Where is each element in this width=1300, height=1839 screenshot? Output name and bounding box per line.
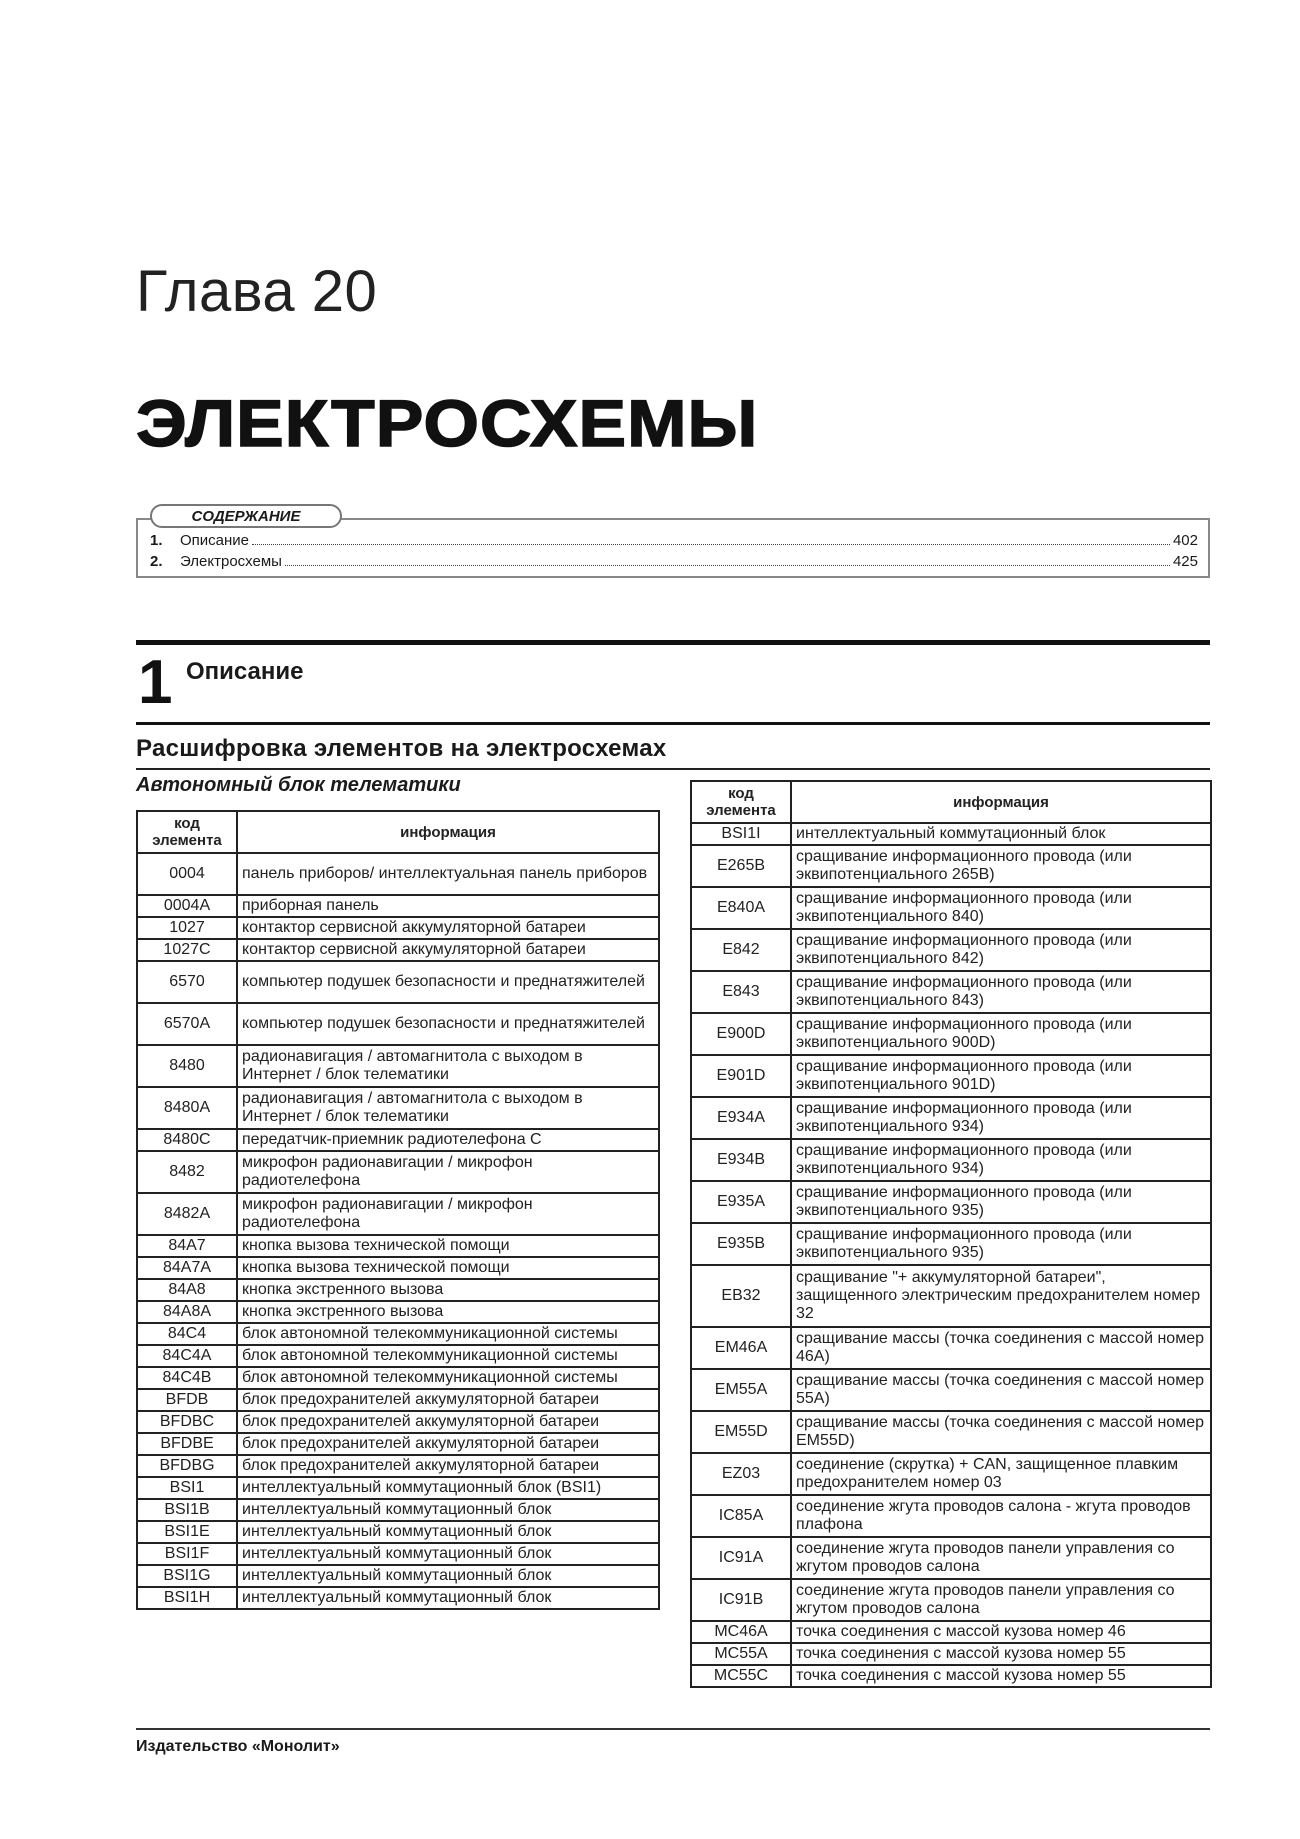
toc-item[interactable] [150,553,1198,573]
element-info: интеллектуальный коммутационный блок [237,1499,659,1521]
info-column-header: информация [791,781,1211,823]
table-row [691,1643,1211,1665]
element-code: 84A7A [137,1257,237,1279]
element-info: панель приборов/ интеллектуальная панель приборов [237,853,659,895]
element-info: передатчик-приемник радиотелефона C [237,1129,659,1151]
element-code: 1027 [137,917,237,939]
element-code: MC46A [691,1621,791,1643]
table-row [691,1369,1211,1411]
left-codes-table [136,810,660,1610]
element-code: E265B [691,845,791,887]
element-info: блок предохранителей аккумуляторной батареи [237,1455,659,1477]
code-column-header: код элемента [137,811,237,853]
element-code: 84A8 [137,1279,237,1301]
element-info: сращивание информационного провода (или эквипотенциального 935) [791,1181,1211,1223]
element-info: радионавигация / автомагнитола с выходом в Интернет / блок телематики [237,1087,659,1129]
element-code: 84C4B [137,1367,237,1389]
toc-item-page: 425 [1172,553,1198,570]
table-row [137,1045,659,1087]
element-code: 84A8A [137,1301,237,1323]
element-info: кнопка вызова технической помощи [237,1235,659,1257]
table-row [137,1587,659,1609]
section-bottom-rule [136,722,1210,725]
element-code: 6570 [137,961,237,1003]
element-code: BSI1F [137,1543,237,1565]
element-info: соединение жгута проводов панели управления со жгутом проводов салона [791,1579,1211,1621]
table-row [137,1345,659,1367]
table-row [691,1621,1211,1643]
table-row [691,1223,1211,1265]
element-code: 84C4 [137,1323,237,1345]
element-code: BSI1B [137,1499,237,1521]
element-info: интеллектуальный коммутационный блок [237,1521,659,1543]
table-row [691,1453,1211,1495]
element-code: BFDB [137,1389,237,1411]
element-code: EB32 [691,1265,791,1327]
element-code: BSI1H [137,1587,237,1609]
element-code: 1027C [137,939,237,961]
element-info: интеллектуальный коммутационный блок [791,823,1211,845]
section-number: 1 [138,648,173,717]
element-code: EZ03 [691,1453,791,1495]
table-row [691,845,1211,887]
publisher-footer: Издательство «Монолит» [136,1738,340,1755]
element-code: 84A7 [137,1235,237,1257]
table-row [137,1087,659,1129]
element-code: 0004A [137,895,237,917]
table-row [137,1367,659,1389]
toc-item-page: 402 [1172,532,1198,549]
element-code: E934A [691,1097,791,1139]
element-code: BFDBG [137,1455,237,1477]
element-code: E935A [691,1181,791,1223]
table-row [137,1433,659,1455]
toc-heading: СОДЕРЖАНИЕ [150,504,342,528]
chapter-label: Глава 20 [136,259,378,324]
element-info: интеллектуальный коммутационный блок [237,1565,659,1587]
table-row [691,1665,1211,1687]
element-info: сращивание информационного провода (или эквипотенциального 900D) [791,1013,1211,1055]
element-info: точка соединения с массой кузова номер 55 [791,1665,1211,1687]
element-info: контактор сервисной аккумуляторной батареи [237,939,659,961]
element-code: MC55A [691,1643,791,1665]
element-code: 8482 [137,1151,237,1193]
element-code: 8482A [137,1193,237,1235]
table-header-row [691,781,1211,823]
element-code: E935B [691,1223,791,1265]
table-row [137,1151,659,1193]
element-code: BFDBC [137,1411,237,1433]
element-code: 8480A [137,1087,237,1129]
table-row [691,1097,1211,1139]
table-row [137,1323,659,1345]
table-row [691,1579,1211,1621]
code-column-header: код элемента [691,781,791,823]
element-info: кнопка вызова технической помощи [237,1257,659,1279]
table-row [137,917,659,939]
table-row [137,1235,659,1257]
toc-item-label: Описание [180,532,250,549]
table-row [137,1521,659,1543]
table-row [137,939,659,961]
element-info: сращивание информационного провода (или эквипотенциального 265B) [791,845,1211,887]
table-row [691,929,1211,971]
element-info: сращивание информационного провода (или эквипотенциального 934) [791,1097,1211,1139]
element-info: блок предохранителей аккумуляторной батареи [237,1389,659,1411]
element-code: 8480C [137,1129,237,1151]
element-info: соединение жгута проводов панели управления со жгутом проводов салона [791,1537,1211,1579]
element-info: сращивание информационного провода (или эквипотенциального 842) [791,929,1211,971]
table-row [691,887,1211,929]
table-row [691,1055,1211,1097]
table-row [137,853,659,895]
table-row [137,1279,659,1301]
table-row [691,1181,1211,1223]
section-top-rule [136,640,1210,645]
toc-item[interactable] [150,532,1198,552]
table-row [691,971,1211,1013]
element-code: IC91B [691,1579,791,1621]
table-row [691,1537,1211,1579]
element-code: BSI1 [137,1477,237,1499]
element-info: кнопка экстренного вызова [237,1301,659,1323]
page-title: ЭЛЕКТРОСХЕМЫ [136,386,759,460]
element-info: интеллектуальный коммутационный блок [237,1543,659,1565]
toc-item-label: Электросхемы [180,553,282,570]
element-info: блок предохранителей аккумуляторной батареи [237,1411,659,1433]
element-info: сращивание информационного провода (или эквипотенциального 840) [791,887,1211,929]
table-row [137,961,659,1003]
footer-rule [136,1728,1210,1730]
element-info: сращивание информационного провода (или эквипотенциального 934) [791,1139,1211,1181]
toc-item-number: 1. [150,532,163,549]
subheading-rule [136,768,1210,770]
element-info: сращивание массы (точка соединения с массой номер 55A) [791,1369,1211,1411]
element-code: 84C4A [137,1345,237,1367]
element-info: микрофон радионавигации / микрофон радиотелефона [237,1193,659,1235]
element-info: сращивание массы (точка соединения с массой номер EM55D) [791,1411,1211,1453]
element-code: MC55C [691,1665,791,1687]
toc-leader [252,544,1170,545]
element-code: BSI1E [137,1521,237,1543]
table-row [691,1495,1211,1537]
table-row [137,1193,659,1235]
toc-item-number: 2. [150,553,163,570]
table-row [691,1013,1211,1055]
table-row [137,1129,659,1151]
element-info: приборная панель [237,895,659,917]
table-row [137,895,659,917]
element-info: точка соединения с массой кузова номер 46 [791,1621,1211,1643]
element-info: блок автономной телекоммуникационной системы [237,1367,659,1389]
element-code: EM46A [691,1327,791,1369]
element-code: E842 [691,929,791,971]
element-code: IC85A [691,1495,791,1537]
table-row [137,1257,659,1279]
element-code: E934B [691,1139,791,1181]
element-info: компьютер подушек безопасности и преднатяжителей [237,961,659,1003]
toc-leader [285,565,1170,566]
element-info: блок предохранителей аккумуляторной батареи [237,1433,659,1455]
info-column-header: информация [237,811,659,853]
table-row [691,823,1211,845]
section-title: Описание [186,658,304,685]
element-info: радионавигация / автомагнитола с выходом в Интернет / блок телематики [237,1045,659,1087]
element-code: BSI1G [137,1565,237,1587]
element-info: соединение (скрутка) + CAN, защищенное плавким предохранителем номер 03 [791,1453,1211,1495]
table-row [691,1411,1211,1453]
table-row [137,1003,659,1045]
element-info: сращивание массы (точка соединения с массой номер 46A) [791,1327,1211,1369]
element-info: кнопка экстренного вызова [237,1279,659,1301]
element-info: компьютер подушек безопасности и преднатяжителей [237,1003,659,1045]
element-code: EM55A [691,1369,791,1411]
element-code: BSI1I [691,823,791,845]
element-info: контактор сервисной аккумуляторной батареи [237,917,659,939]
table-row [137,1389,659,1411]
subheading: Расшифровка элементов на электросхемах [136,735,667,762]
element-code: E840A [691,887,791,929]
element-code: IC91A [691,1537,791,1579]
element-code: 6570A [137,1003,237,1045]
subsubheading: Автономный блок телематики [136,774,461,796]
element-code: E843 [691,971,791,1013]
table-row [137,1455,659,1477]
table-row [137,1477,659,1499]
table-row [137,1565,659,1587]
element-info: сращивание информационного провода (или эквипотенциального 901D) [791,1055,1211,1097]
element-info: интеллектуальный коммутационный блок [237,1587,659,1609]
table-row [137,1499,659,1521]
table-row [691,1139,1211,1181]
element-code: 0004 [137,853,237,895]
element-info: блок автономной телекоммуникационной системы [237,1323,659,1345]
element-code: E901D [691,1055,791,1097]
right-codes-table [690,780,1212,1688]
element-code: 8480 [137,1045,237,1087]
table-row [137,1301,659,1323]
element-info: микрофон радионавигации / микрофон радиотелефона [237,1151,659,1193]
element-info: точка соединения с массой кузова номер 55 [791,1643,1211,1665]
table-row [691,1327,1211,1369]
element-info: сращивание информационного провода (или эквипотенциального 935) [791,1223,1211,1265]
element-info: сращивание информационного провода (или эквипотенциального 843) [791,971,1211,1013]
element-info: сращивание "+ аккумуляторной батареи", защищенного электрическим предохранителем номер 32 [791,1265,1211,1327]
table-header-row [137,811,659,853]
element-info: соединение жгута проводов салона - жгута проводов плафона [791,1495,1211,1537]
table-row [137,1411,659,1433]
table-row [137,1543,659,1565]
element-info: интеллектуальный коммутационный блок (BSI1) [237,1477,659,1499]
element-code: EM55D [691,1411,791,1453]
table-row [691,1265,1211,1327]
element-code: BFDBE [137,1433,237,1455]
element-code: E900D [691,1013,791,1055]
element-info: блок автономной телекоммуникационной системы [237,1345,659,1367]
